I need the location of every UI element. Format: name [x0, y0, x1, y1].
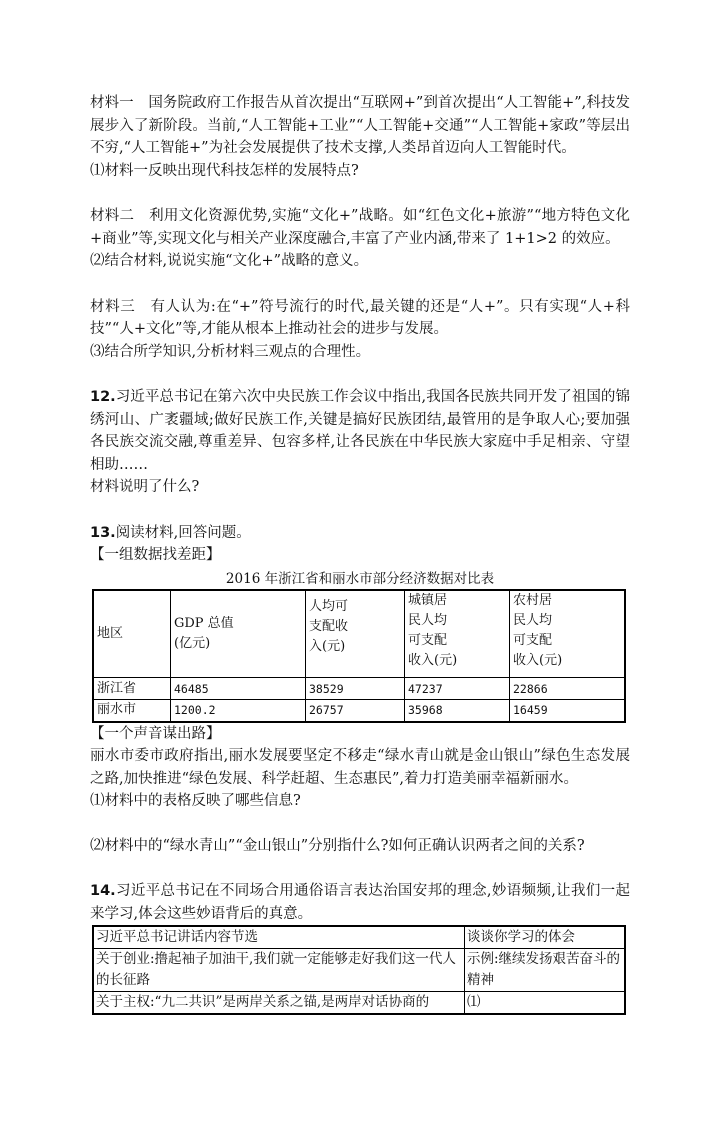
reflection-cell: 示例:继续发扬艰苦奋斗的精神 — [465, 949, 626, 992]
question-13-number: 13. — [90, 524, 116, 541]
section-header-data: 【一组数据找差距】 — [90, 547, 221, 563]
cell-rural-income: 22866 — [510, 678, 626, 700]
header-per-capita-income: 人均可 支配收 入(元) — [306, 590, 405, 678]
table-row — [93, 992, 625, 1015]
reflection-col-header: 谈谈你学习的体会 — [465, 926, 626, 949]
cell-region: 丽水市 — [93, 700, 171, 722]
cell-gdp: 1200.2 — [171, 700, 306, 722]
speech-cell: 关于主权:“九二共识”是两岸关系之锚,是两岸对话协商的 — [93, 992, 465, 1015]
question-14-number: 14. — [90, 883, 116, 899]
question-14 — [90, 880, 630, 925]
table-row — [93, 678, 625, 700]
question-13-paragraph: 丽水市委市政府指出,丽水发展要坚定不移走“绿水青山就是金山银山”绿色生态发展之路,加快推进“绿色发展、科学赶超、生态惠民”,着力打造美丽幸福新丽水。 — [90, 748, 630, 787]
economic-data-table — [92, 589, 626, 723]
cell-urban-income: 47237 — [405, 678, 510, 700]
cell-gdp: 46485 — [171, 678, 306, 700]
section-header-voice: 【一个声音谋出路】 — [90, 725, 221, 742]
question-13 — [90, 522, 630, 545]
speech-table-header — [93, 926, 625, 949]
cell-urban-income: 35968 — [405, 700, 510, 722]
table-row — [93, 949, 625, 992]
speech-cell: 关于创业:撸起袖子加油干,我们就一定能够走好我们这一代人的长征路 — [93, 949, 465, 992]
question-13-sub-2: ⑵材料中的“绿水青山”“金山银山”分别指什么?如何正确认识两者之间的关系? — [90, 837, 585, 854]
header-urban-income: 城镇居 民人均 可支配 收入(元) — [405, 590, 510, 678]
material-two-paragraph: 材料二 利用文化资源优势,实施“文化+”战略。如“红色文化+旅游”“地方特色文化+商业”等,实现文化与相关产业深度融合,丰富了产业内涵,带来了 1+1>2 的效应。 — [90, 208, 630, 247]
question-12 — [90, 386, 630, 476]
question-13-sub-1: ⑴材料中的表格反映了哪些信息? — [90, 793, 301, 809]
reflection-answer-cell[interactable]: ⑴ — [465, 992, 626, 1015]
header-region: 地区 — [93, 590, 171, 678]
cell-rural-income: 16459 — [510, 700, 626, 722]
question-13-intro: 阅读材料,回答问题。 — [115, 524, 251, 541]
material-three-paragraph: 材料三 有人认为:在“+”符号流行的时代,最关键的还是“人+”。只有实现“人+科技”“人+文化”等,才能从根本上推动社会的进步与发展。 — [90, 298, 630, 337]
question-14-text: 习近平总书记在不同场合用通俗语言表达治国安邦的理念,妙语频频,让我们一起来学习,体会这些妙语背后的真意。 — [90, 883, 630, 922]
table-title: 2016 年浙江省和丽水市部分经济数据对比表 — [225, 570, 495, 587]
cell-region: 浙江省 — [93, 678, 171, 700]
page-content — [90, 92, 630, 1015]
cell-per-capita-income: 38529 — [306, 678, 405, 700]
header-gdp: GDP 总值 (亿元) — [171, 590, 306, 678]
question-12-ask: 材料说明了什么? — [90, 479, 200, 495]
speech-table — [92, 925, 626, 1015]
material-one-paragraph: 材料一 国务院政府工作报告从首次提出“互联网+”到首次提出“人工智能+”,科技发展步入了新阶段。当前,“人工智能+工业”“人工智能+交通”“人工智能+家政”等层出不穷,“人工智能+”为社会发展提供了技术支撑,人类昂首迈向人工智能时代。 — [90, 95, 630, 156]
table-header-row — [93, 590, 625, 678]
question-2: ⑵结合材料,说说实施“文化+”战略的意义。 — [90, 253, 369, 269]
question-12-number: 12. — [90, 389, 116, 405]
speech-col-header: 习近平总书记讲话内容节选 — [93, 926, 465, 949]
question-12-text: 习近平总书记在第六次中央民族工作会议中指出,我国各民族共同开发了祖国的锦绣河山、广袤疆域;做好民族工作,关键是搞好民族团结,最管用的是争取人心;要加强各民族交流交融,尊重差异、包容多样,让各民族在中华民族大家庭中手足相亲、守望相助…… — [90, 389, 630, 473]
header-rural-income: 农村居 民人均 可支配 收入(元) — [510, 590, 626, 678]
cell-per-capita-income: 26757 — [306, 700, 405, 722]
table-row — [93, 700, 625, 722]
question-3: ⑶结合所学知识,分析材料三观点的合理性。 — [90, 343, 371, 360]
question-1: ⑴材料一反映出现代科技怎样的发展特点? — [90, 162, 359, 179]
